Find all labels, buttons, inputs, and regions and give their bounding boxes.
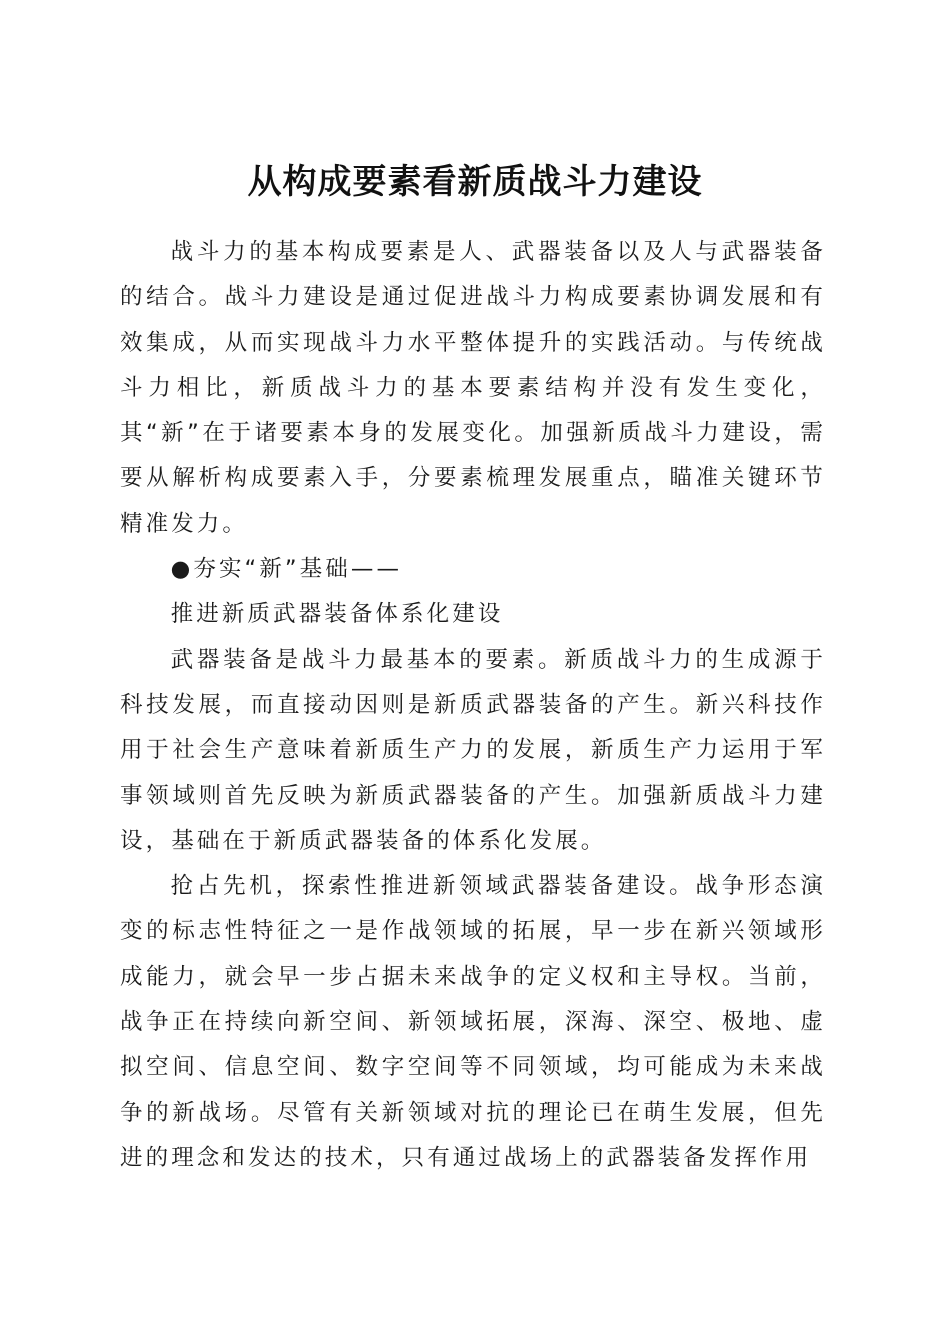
paragraph-new-domains: 抢占先机，探索性推进新领域武器装备建设。战争形态演变的标志性特征之一是作战领域的拓展，早一步在新兴领域形成能力，就会早一步占据未来战争的定义权和主导权。当前，战争正在持续向新空间、新领域拓展，深海、深空、极地、虚拟空间、信息空间、数字空间等不同领域，均可能成为未来战争的新战场。尽管有关新领域对抗的理论已在萌生发展，但先进的理念和发达的技术，只有通过战场上的武器装备发挥作用 [120, 873, 826, 1171]
document-title: 从构成要素看新质战斗力建设 [247, 161, 703, 202]
section-subheading: 推进新质武器装备体系化建设 [170, 601, 504, 628]
paragraph-intro: 战斗力的基本构成要素是人、武器装备以及人与武器装备的结合。战斗力建设是通过促进战斗力构成要素协调发展和有效集成，从而实现战斗力水平整体提升的实践活动。与传统战斗力相比，新质战斗力的基本要素结构并没有发生变化，其“新”在于诸要素本身的发展变化。加强新质战斗力建设，需要从解析构成要素入手，分要素梳理发展重点，瞄准关键环节精准发力。 [120, 239, 826, 537]
document-body [120, 230, 826, 1181]
paragraph-weapons: 武器装备是战斗力最基本的要素。新质战斗力的生成源于科技发展，而直接动因则是新质武器装备的产生。新兴科技作用于社会生产意味着新质生产力的发展，新质生产力运用于军事领域则首先反映为新质武器装备的产生。加强新质战斗力建设，基础在于新质武器装备的体系化发展。 [120, 646, 826, 854]
section-heading: ●夯实“新”基础—— [170, 556, 403, 583]
